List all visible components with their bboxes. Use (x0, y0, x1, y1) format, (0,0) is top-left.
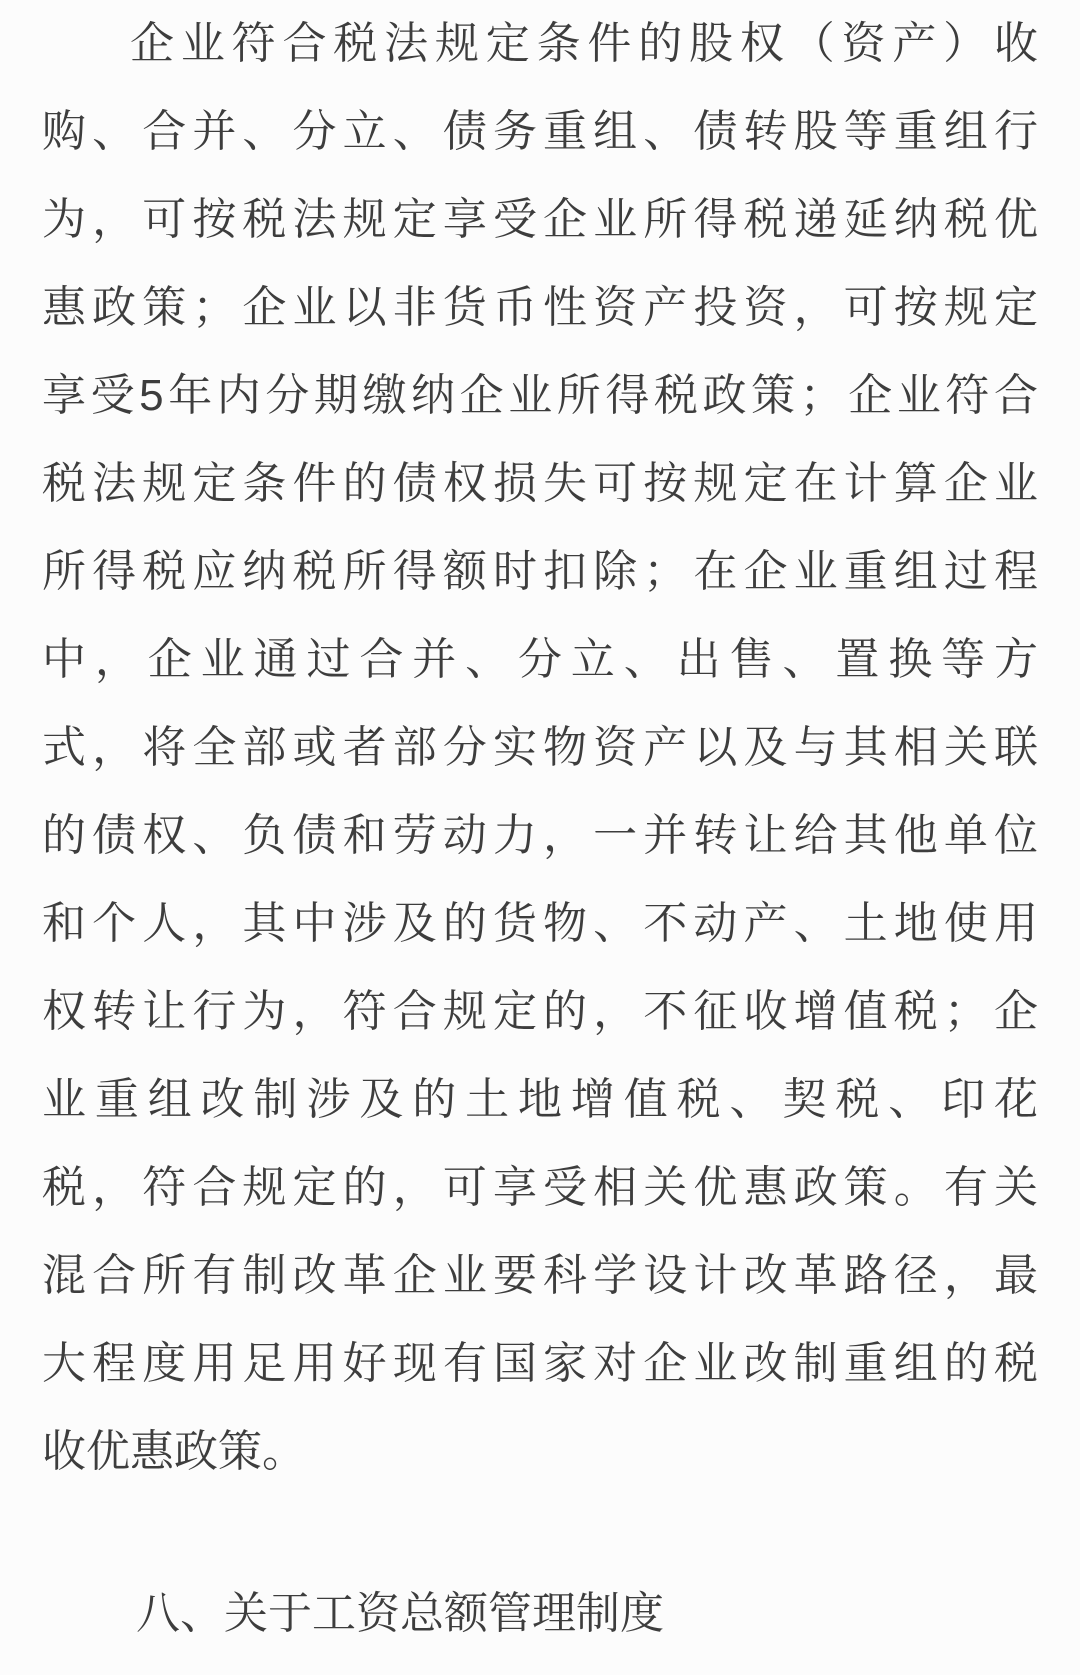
paragraph-line: 收优惠政策。 (42, 1427, 306, 1476)
paragraph-line: 享受5年内分期缴纳企业所得税政策；企业符合 (42, 371, 1038, 420)
paragraph-line: 业重组改制涉及的土地增值税、契税、印花 (42, 1075, 1038, 1124)
tax-policy-paragraph (42, 0, 1038, 1496)
paragraph-line: 惠政策；企业以非货币性资产投资，可按规定 (42, 283, 1038, 332)
paragraph-line: 税法规定条件的债权损失可按规定在计算企业 (42, 459, 1038, 508)
paragraph-line: 混合所有制改革企业要科学设计改革路径，最 (42, 1251, 1038, 1300)
paragraph-line: 企业符合税法规定条件的股权（资产）收 (130, 19, 1038, 68)
paragraph-line: 和个人，其中涉及的货物、不动产、土地使用 (42, 899, 1038, 948)
paragraph-line: 大程度用足用好现有国家对企业改制重组的税 (42, 1339, 1038, 1388)
paragraph-line: 所得税应纳税所得额时扣除；在企业重组过程 (42, 547, 1038, 596)
paragraph-line: 式，将全部或者部分实物资产以及与其相关联 (42, 723, 1038, 772)
paragraph-line: 税，符合规定的，可享受相关优惠政策。有关 (42, 1163, 1038, 1212)
paragraph-line: 权转让行为，符合规定的，不征收增值税；企 (42, 987, 1038, 1036)
paragraph-line: 购、合并、分立、债务重组、债转股等重组行 (42, 107, 1038, 156)
paragraph-line: 为，可按税法规定享受企业所得税递延纳税优 (42, 195, 1038, 244)
paragraph-line: 的债权、负债和劳动力，一并转让给其他单位 (42, 811, 1038, 860)
paragraph-line: 中，企业通过合并、分立、出售、置换等方 (42, 635, 1038, 684)
section-heading-wage-management: 八、关于工资总额管理制度 (136, 1589, 664, 1638)
